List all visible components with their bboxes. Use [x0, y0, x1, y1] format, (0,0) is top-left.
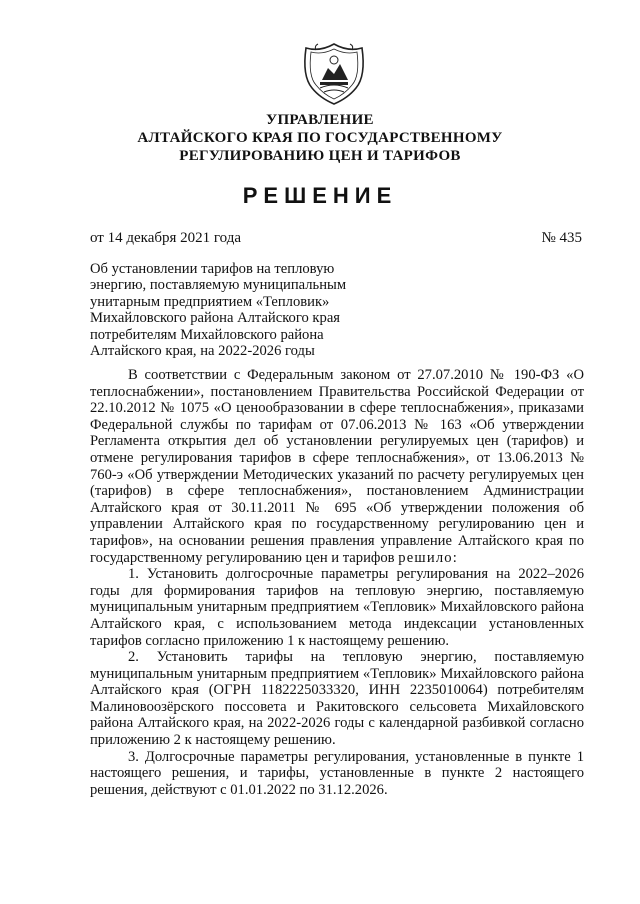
- document-title: РЕШЕНИЕ: [242, 183, 398, 208]
- preamble-text: В соответствии с Федеральным законом от 27.07.2010 № 190-ФЗ «О теплоснабжении», постановлением Правительства Российской Федерации от 22.10.2012 № 1075 «О ценообразовании в сфере теплоснабжения», приказами Федеральной службы по тарифам от 07.06.2013 № 163 «Об утверждении Регламента открытия дел об установлении регулируемых цен (тарифов) и отмене регулирования тарифов в сфере теплоснабжения», от 13.06.2013 № 760-э «Об утверждении Методических указаний по расчету регулируемых цен (тарифов) в сфере теплоснабжения», постановлением Администрации Алтайского края от 30.11.2011 № 695 «Об утверждении положения об управлении Алтайского края по государственному регулированию цен и тарифов», на основании решения правления управление Алтайского края по государственному регулированию цен и тарифов: [90, 367, 584, 566]
- clause-1: 1. Установить долгосрочные параметры регулирования на 2022–2026 годы для формирования тарифов на тепловую энергию, поставляемую муниципальным унитарным предприятием «Тепловик» Михайловского района Алтайского края, с использованием метода индексации установленных тарифов согласно приложению 1 к настоящему решению.: [90, 566, 584, 649]
- subject-line: энергию, поставляемую муниципальным: [90, 277, 347, 294]
- clause-2: 2. Установить тарифы на тепловую энергию, поставляемую муниципальным унитарным предприятием «Тепловик» Михайловского района Алтайского края (ОГРН 1182225033320, ИНН 2235010064) потребителям Малиновоозёрского поссовета и Ракитовского сельсовета Михайловского района Алтайского края, на 2022-2026 годы с календарной разбивкой согласно приложению 2 к настоящему решению.: [90, 649, 584, 749]
- subject-line: унитарным предприятием «Тепловик»: [90, 293, 330, 310]
- coat-of-arms-icon: [298, 38, 370, 110]
- subject-line: Об установлении тарифов на тепловую: [90, 261, 335, 277]
- authority-line-2: АЛТАЙСКОГО КРАЯ ПО ГОСУДАРСТВЕННОМУ: [137, 130, 503, 146]
- subject-line: Алтайского края, на 2022-2026 годы: [90, 343, 315, 360]
- subject-line: потребителям Михайловского района: [90, 326, 324, 343]
- preamble-paragraph: [90, 367, 584, 566]
- decision-body: [90, 367, 584, 798]
- authority-line-3: РЕГУЛИРОВАНИЮ ЦЕН И ТАРИФОВ: [179, 148, 461, 164]
- authority-line-1: УПРАВЛЕНИЕ: [266, 112, 374, 128]
- decision-date: от 14 декабря 2021 года: [90, 230, 242, 246]
- decision-number: № 435: [541, 230, 582, 246]
- clause-3: 3. Долгосрочные параметры регулирования, установленные в пункте 1 настоящего решения, и тарифы, установленные в пункте 2 настоящего решения, действуют с 01.01.2022 по 31.12.2026.: [90, 748, 584, 798]
- decided-word: решило:: [398, 549, 459, 566]
- date-number-row: [90, 230, 582, 247]
- issuing-authority: [0, 111, 640, 165]
- subject-line: Михайловского района Алтайского края: [90, 310, 341, 327]
- subject-block: [90, 261, 366, 359]
